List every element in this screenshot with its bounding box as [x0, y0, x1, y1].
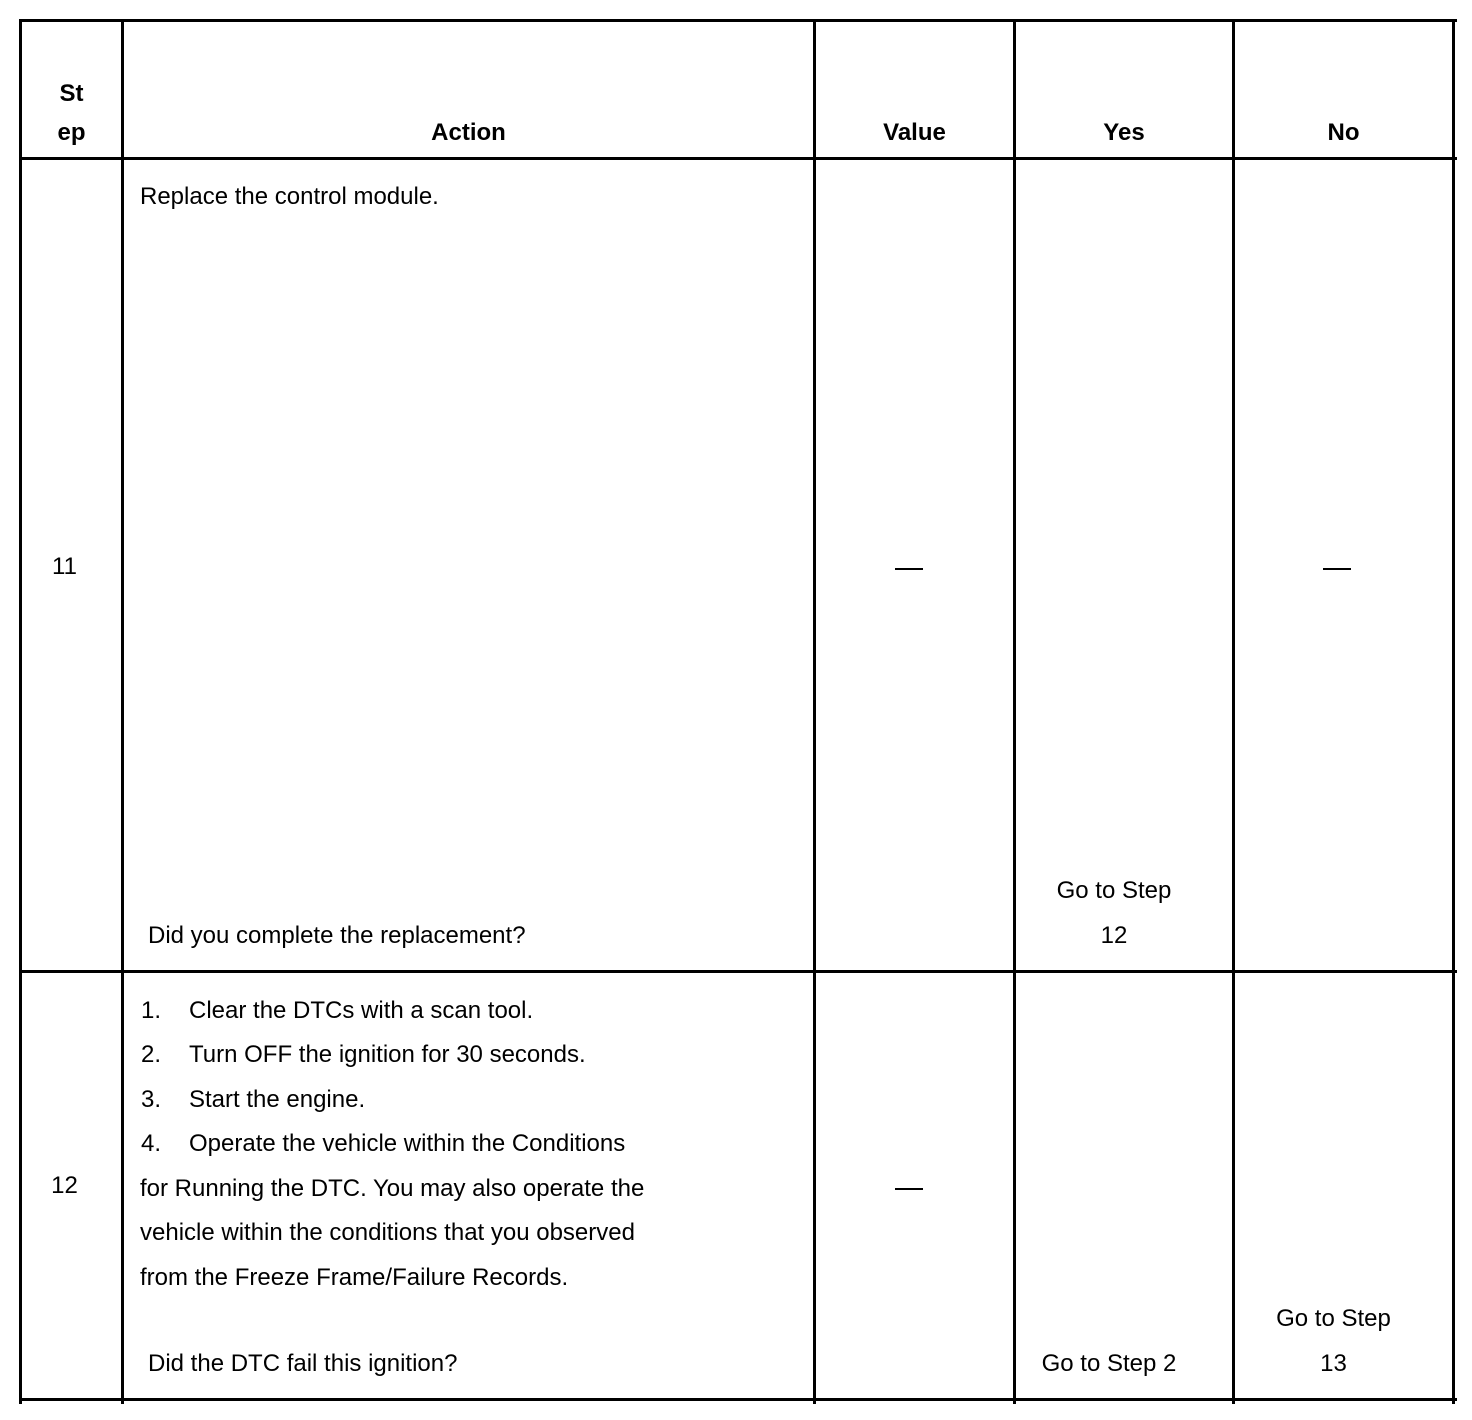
- list-number: 2.: [141, 1041, 162, 1068]
- row-12-question: Did the DTC fail this ignition?: [148, 1350, 458, 1377]
- row-11-bottom-border: [19, 970, 1457, 973]
- row-12-step: 12: [51, 1172, 78, 1199]
- table-top-border: [19, 19, 1457, 22]
- header-value: Value: [883, 119, 946, 146]
- row-11-question: Did you complete the replacement?: [148, 922, 526, 949]
- list-text: Start the engine.: [189, 1086, 366, 1113]
- row-12-no-line1: Go to Step: [1276, 1305, 1391, 1332]
- row-12-yes: Go to Step 2: [1041, 1350, 1177, 1377]
- list-text: Operate the vehicle within the Conditions: [189, 1130, 626, 1157]
- list-number: 4.: [141, 1130, 162, 1157]
- row-12-continuation-line3: from the Freeze Frame/Failure Records.: [140, 1264, 569, 1291]
- table-right-border: [1452, 19, 1455, 1404]
- row-11-no-dash: [1323, 568, 1351, 570]
- header-action: Action: [431, 119, 506, 146]
- header-step-line1: St: [59, 80, 84, 107]
- list-text: Turn OFF the ignition for 30 seconds.: [189, 1041, 586, 1068]
- row-12-continuation-line2: vehicle within the conditions that you observed: [140, 1219, 635, 1246]
- header-yes: Yes: [1103, 119, 1145, 146]
- list-text: Clear the DTCs with a scan tool.: [189, 997, 534, 1024]
- yes-col-divider: [1232, 19, 1235, 1404]
- table-bottom-border: [19, 1398, 1457, 1401]
- row-12-no-line2: 13: [1320, 1350, 1347, 1377]
- row-11-step: 11: [52, 553, 77, 580]
- row-11-action-text: Replace the control module.: [140, 183, 439, 210]
- row-11-yes-line1: Go to Step: [1056, 877, 1172, 904]
- row-12-continuation-line1: for Running the DTC. You may also operate the: [140, 1175, 645, 1202]
- row-11-value-dash: [895, 568, 923, 570]
- header-no: No: [1327, 119, 1360, 146]
- header-bottom-border: [19, 157, 1457, 160]
- list-number: 1.: [141, 997, 162, 1024]
- row-11-yes-line2: 12: [1100, 922, 1128, 949]
- action-col-divider: [813, 19, 816, 1404]
- step-col-divider: [121, 19, 124, 1404]
- row-12-value-dash: [895, 1188, 923, 1190]
- header-step-line2: ep: [57, 119, 86, 146]
- list-number: 3.: [141, 1086, 162, 1113]
- value-col-divider: [1013, 19, 1016, 1404]
